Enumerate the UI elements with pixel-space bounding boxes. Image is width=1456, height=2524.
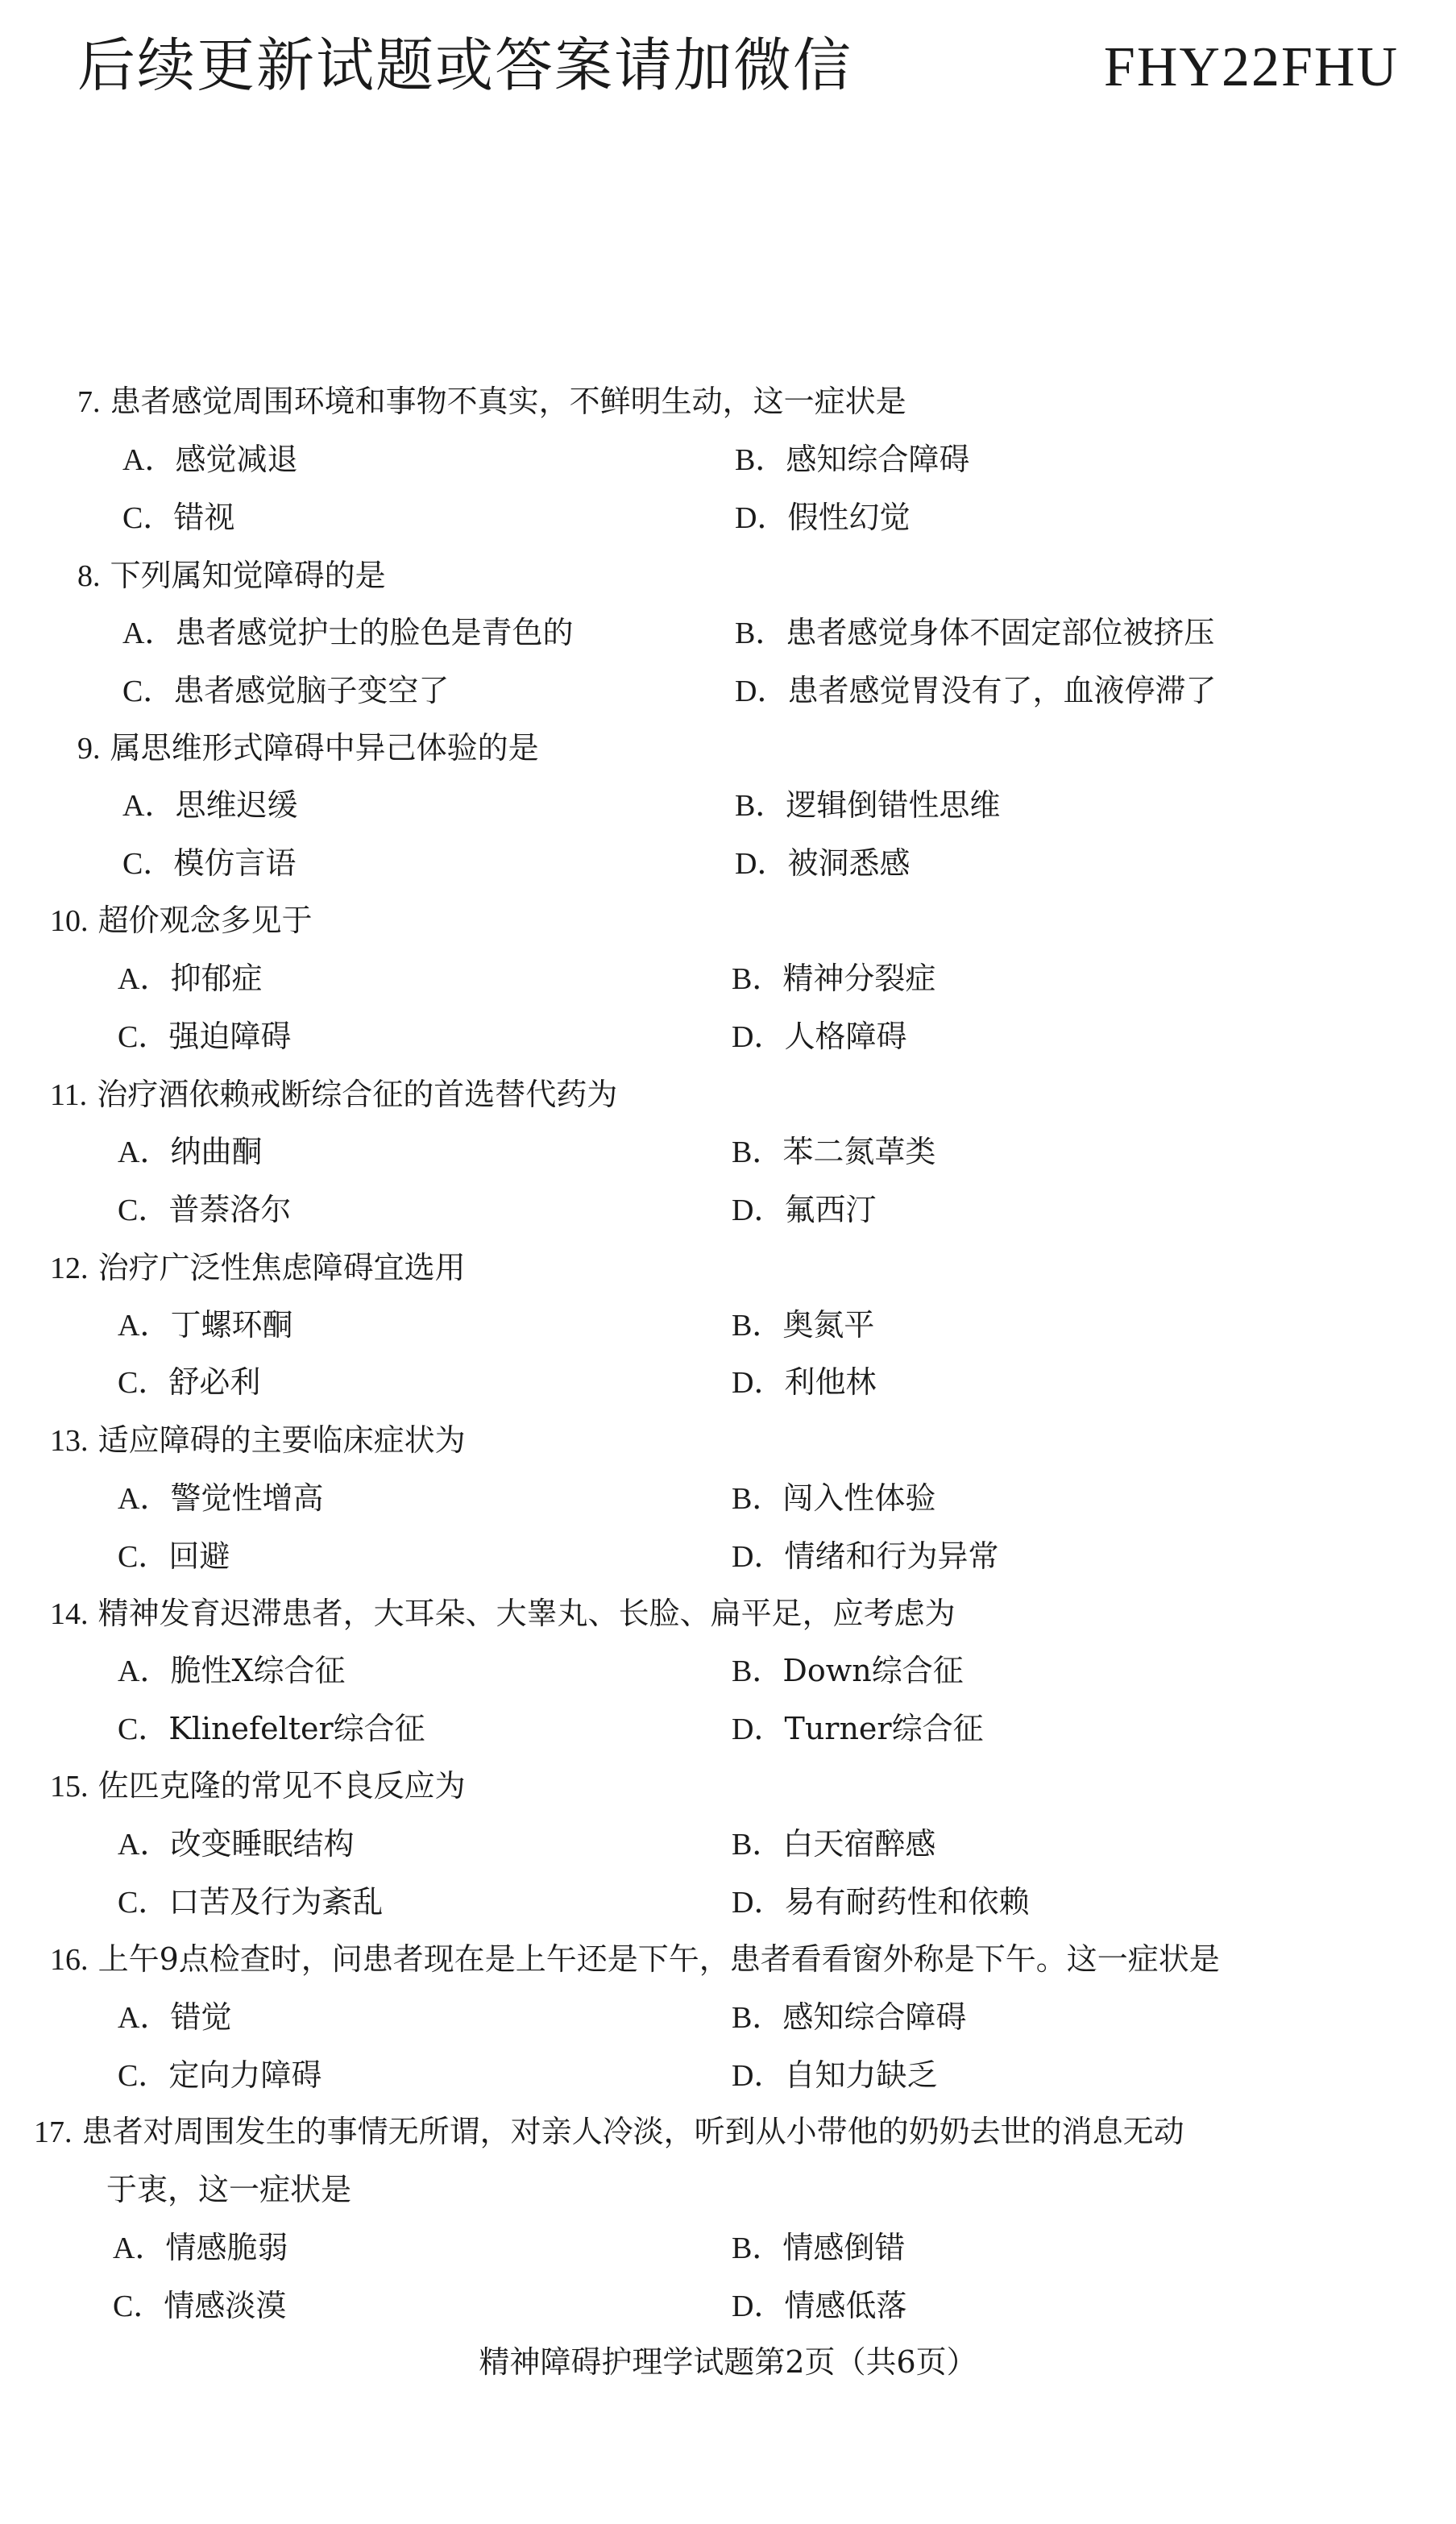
option-b-text: 闯入性体验 <box>782 1480 936 1516</box>
question-stem <box>77 381 906 422</box>
option-d-text: 情感低落 <box>784 2288 907 2323</box>
option-c-text: 口苦及行为紊乱 <box>168 1884 384 1920</box>
question-stem <box>50 1939 1220 1980</box>
question-stem <box>34 2111 1184 2152</box>
option-a-text: 思维迟缓 <box>175 787 298 823</box>
option-d-text: 易有耐药性和依赖 <box>784 1884 1030 1920</box>
option-a: A．思维迟缓 <box>122 787 298 823</box>
option-a: A．情感脆弱 <box>113 2230 288 2265</box>
question-number: 8. <box>77 559 101 593</box>
option-c: C．普萘洛尔 <box>118 1192 292 1227</box>
option-c: C．Klinefelter综合征 <box>118 1711 425 1746</box>
option-c: C．情感淡漠 <box>113 2288 287 2323</box>
question-text: 属思维形式障碍中异己体验的是 <box>110 730 539 766</box>
option-d: D．易有耐药性和依赖 <box>732 1884 1030 1920</box>
option-c-text: 情感淡漠 <box>164 2288 287 2323</box>
option-a-text: 警觉性增高 <box>170 1480 324 1516</box>
question-number: 15. <box>50 1770 89 1804</box>
question-number: 17. <box>34 2115 73 2149</box>
option-b: B．闯入性体验 <box>732 1480 936 1516</box>
question-text: 佐匹克隆的常见不良反应为 <box>97 1768 466 1804</box>
question-number: 10. <box>50 904 89 938</box>
question-text: 超价观念多见于 <box>97 903 313 938</box>
wechat-notice-text: 后续更新试题或答案请加微信 <box>77 31 853 99</box>
option-a-text: 纳曲酮 <box>170 1134 263 1169</box>
option-b-text: 精神分裂症 <box>782 961 936 996</box>
option-a-text: 脆性X综合征 <box>170 1653 346 1688</box>
option-c-text: 定向力障碍 <box>168 2057 322 2093</box>
option-b: B．奥氮平 <box>732 1307 875 1343</box>
option-c: C．强迫障碍 <box>118 1019 292 1054</box>
option-d: D．利他林 <box>732 1364 877 1400</box>
option-c-text: 错视 <box>173 500 235 535</box>
option-d-text: 氟西汀 <box>784 1192 877 1227</box>
question-number: 14. <box>50 1597 89 1631</box>
option-a-text: 丁螺环酮 <box>170 1307 293 1343</box>
question-number: 7. <box>77 385 101 419</box>
option-b: B．感知综合障碍 <box>732 1999 967 2035</box>
option-c-text: 舒必利 <box>168 1364 261 1400</box>
option-c-text: 模仿言语 <box>173 845 297 881</box>
option-b: B．感知综合障碍 <box>735 442 970 477</box>
question-text: 精神发育迟滞患者，大耳朵、大睾丸、长脸、扁平足，应考虑为 <box>97 1596 956 1631</box>
option-c: C．模仿言语 <box>122 845 297 881</box>
question-number: 11. <box>50 1078 88 1112</box>
option-b-text: 感知综合障碍 <box>782 1999 967 2035</box>
option-b: B．精神分裂症 <box>732 961 936 996</box>
page-footer: 精神障碍护理学试题第2页（共6页） <box>479 2344 977 2380</box>
question-text: 患者对周围发生的事情无所谓，对亲人冷淡，听到从小带他的奶奶去世的消息无动 <box>81 2114 1184 2149</box>
option-d: D．被洞悉感 <box>735 845 911 881</box>
option-d-text: 假性幻觉 <box>787 500 911 535</box>
option-d: D．情感低落 <box>732 2288 907 2323</box>
option-a: A．改变睡眠结构 <box>118 1826 355 1862</box>
option-c: C．定向力障碍 <box>118 2057 322 2093</box>
question-stem <box>77 555 386 596</box>
option-b: B．苯二氮䓬类 <box>732 1134 936 1169</box>
option-a-text: 患者感觉护士的脸色是青色的 <box>175 615 574 650</box>
option-a-text: 抑郁症 <box>170 961 263 996</box>
option-d-text: 情绪和行为异常 <box>784 1538 999 1574</box>
option-a-text: 情感脆弱 <box>165 2230 288 2265</box>
option-b: B．患者感觉身体不固定部位被挤压 <box>735 615 1215 650</box>
option-b-text: Down综合征 <box>782 1653 964 1688</box>
option-a: A．患者感觉护士的脸色是青色的 <box>122 615 574 650</box>
question-stem <box>50 1766 466 1807</box>
option-a: A．抑郁症 <box>118 961 263 996</box>
option-c: C．舒必利 <box>118 1364 261 1400</box>
wechat-notice-header <box>77 29 1399 104</box>
option-b: B．Down综合征 <box>732 1653 964 1688</box>
option-c-text: 回避 <box>168 1538 230 1574</box>
option-c: C．口苦及行为紊乱 <box>118 1884 384 1920</box>
option-d-text: 被洞悉感 <box>787 845 911 881</box>
option-a: A．脆性X综合征 <box>118 1653 346 1688</box>
option-d: D．Turner综合征 <box>732 1711 984 1746</box>
option-d-text: 患者感觉胃没有了，血液停滞了 <box>787 673 1217 708</box>
question-stem <box>50 1593 956 1634</box>
question-text: 适应障碍的主要临床症状为 <box>97 1422 466 1458</box>
question-text: 上午9点检查时，问患者现在是上午还是下午，患者看看窗外称是下午。这一症状是 <box>97 1941 1220 1977</box>
question-stem <box>50 900 313 941</box>
question-number: 16. <box>50 1943 89 1977</box>
option-b-text: 白天宿醉感 <box>782 1826 936 1862</box>
option-a: A．警觉性增高 <box>118 1480 324 1516</box>
question-text: 下列属知觉障碍的是 <box>110 558 386 593</box>
option-a: A．丁螺环酮 <box>118 1307 293 1343</box>
option-b-text: 情感倒错 <box>782 2230 906 2265</box>
option-b-text: 患者感觉身体不固定部位被挤压 <box>786 615 1215 650</box>
option-c: C．回避 <box>118 1538 230 1574</box>
option-a: A．纳曲酮 <box>118 1134 263 1169</box>
question-stem <box>50 1420 466 1461</box>
option-d: D．假性幻觉 <box>735 500 911 535</box>
option-c: C．患者感觉脑子变空了 <box>122 673 450 708</box>
option-c: C．错视 <box>122 500 235 535</box>
option-b-text: 感知综合障碍 <box>786 442 970 477</box>
option-a-text: 错觉 <box>170 1999 232 2035</box>
option-b: B．白天宿醉感 <box>732 1826 936 1862</box>
option-d: D．氟西汀 <box>732 1192 877 1227</box>
option-d: D．人格障碍 <box>732 1019 907 1054</box>
option-a-text: 感觉减退 <box>175 442 298 477</box>
option-d: D．自知力缺乏 <box>732 2057 938 2093</box>
option-d-text: Turner综合征 <box>784 1711 984 1746</box>
option-c-text: 强迫障碍 <box>168 1019 292 1054</box>
option-d-text: 利他林 <box>784 1364 877 1400</box>
option-a: A．感觉减退 <box>122 442 298 477</box>
option-d: D．情绪和行为异常 <box>732 1538 999 1574</box>
question-stem-continued: 于衷，这一症状是 <box>106 2172 352 2207</box>
option-d: D．患者感觉胃没有了，血液停滞了 <box>735 673 1217 708</box>
option-a-text: 改变睡眠结构 <box>170 1826 355 1862</box>
question-text: 治疗酒依赖戒断综合征的首选替代药为 <box>97 1077 618 1112</box>
option-c-text: 普萘洛尔 <box>168 1192 292 1227</box>
option-d-text: 自知力缺乏 <box>784 2057 938 2093</box>
question-stem <box>50 1074 617 1115</box>
question-text: 患者感觉周围环境和事物不真实，不鲜明生动，这一症状是 <box>110 384 906 419</box>
question-number: 12. <box>50 1252 89 1285</box>
option-b: B．情感倒错 <box>732 2230 906 2265</box>
option-d-text: 人格障碍 <box>784 1019 907 1054</box>
option-c-text: Klinefelter综合征 <box>168 1711 425 1746</box>
question-number: 9. <box>77 732 101 766</box>
option-a: A．错觉 <box>118 1999 232 2035</box>
wechat-id: FHY22FHU <box>1103 36 1399 98</box>
option-b-text: 苯二氮䓬类 <box>782 1134 936 1169</box>
option-b-text: 逻辑倒错性思维 <box>786 787 1001 823</box>
question-stem <box>77 728 539 769</box>
option-b-text: 奥氮平 <box>782 1307 875 1343</box>
option-c-text: 患者感觉脑子变空了 <box>173 673 450 708</box>
question-number: 13. <box>50 1424 89 1458</box>
question-text: 治疗广泛性焦虑障碍宜选用 <box>97 1250 466 1285</box>
question-stem <box>50 1247 466 1289</box>
option-b: B．逻辑倒错性思维 <box>735 787 1001 823</box>
